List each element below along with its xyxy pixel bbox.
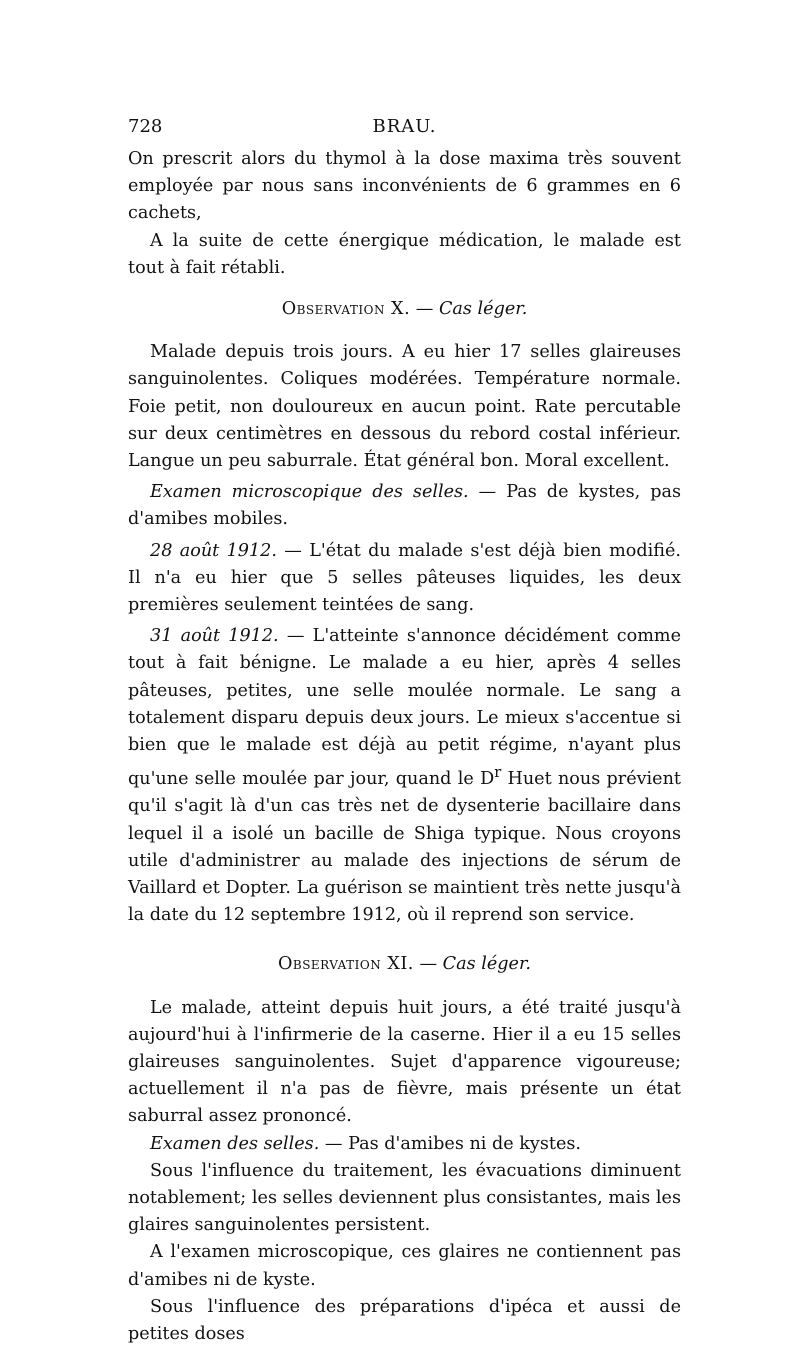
paragraph: A la suite de cette énergique médication, le malade est tout à fait rétabli.: [128, 230, 681, 278]
title-dash: —: [410, 299, 439, 320]
observation-subtitle: Cas léger.: [442, 954, 532, 975]
exam-label: Examen des selles.: [150, 1133, 320, 1154]
paragraph: A l'examen microscopique, ces glaires ne contiennent pas d'amibes ni de kyste.: [128, 1242, 681, 1290]
date-label: 28 août 1912.: [150, 540, 277, 561]
page-body: [128, 146, 681, 1348]
date-text: — L'atteinte s'annonce décidément comme tout à fait bénigne. Le malade a eu hier, après 4 selles pâteuses, petites, une selle moulée normale. Le sang a totalement disparu depuis deux jours. Le mieux s'accentue si bien que le malade est déjà au petit régime, n'ayant plus qu'une selle moulée par jour, quand le D: [128, 626, 681, 790]
paragraph: [128, 538, 681, 620]
paragraph: On prescrit alors du thymol à la dose maxima très souvent employée par nous sans inconvénients de 6 grammes en 6 cachets,: [128, 149, 681, 224]
paragraph: [128, 623, 681, 929]
paragraph: Sous l'influence des préparations d'ipéca et aussi de petites doses: [128, 1296, 681, 1344]
exam-label: Examen microscopique des selles.: [150, 482, 469, 503]
running-title: BRAU.: [372, 116, 437, 137]
date-label: 31 août 1912.: [150, 626, 279, 647]
observation-title: [128, 296, 681, 323]
page-header: [128, 116, 681, 140]
date-text: — L'état du malade s'est déjà bien modifié. Il n'a eu hier que 5 selles pâteuses liquides, les deux premières seulement teintées de sang.: [128, 540, 681, 616]
page-number: 728: [128, 116, 163, 137]
superscript: r: [494, 764, 502, 782]
observation-number: Observation X.: [281, 299, 411, 320]
title-dash: —: [413, 954, 443, 975]
date-text-continued: Huet nous prévient qu'il s'agit là d'un cas très net de dysenterie bacillaire dans lequel il a isolé un bacille de Shiga typique. Nous croyons utile d'administrer au malade des injections de sérum de Vaillard et Dopter. La guérison se maintient très nette jusqu'à la date du 12 septembre 1912, où il reprend son service.: [128, 769, 681, 926]
paragraph: [128, 479, 681, 533]
observation-title: [128, 951, 681, 978]
paragraph: Sous l'influence du traitement, les évacuations diminuent notablement; les selles deviennent plus consistantes, mais les glaires sanguinolentes persistent.: [128, 1160, 681, 1236]
exam-text: — Pas d'amibes ni de kystes.: [319, 1133, 581, 1154]
paragraph: [128, 1131, 681, 1158]
exam-text: — Pas de kystes, pas d'amibes mobiles.: [128, 482, 681, 530]
observation-number: Observation XI.: [277, 954, 414, 975]
observation-subtitle: Cas léger.: [438, 299, 528, 320]
paragraph: Malade depuis trois jours. A eu hier 17 selles glaireuses sanguinolentes. Coliques modérées. Température normale. Foie petit, non douloureux en aucun point. Rate percutable sur deux centimètres en dessous du rebord costal inférieur. Langue un peu saburrale. État général bon. Moral excellent.: [128, 342, 681, 472]
paragraph: Le malade, atteint depuis huit jours, a été traité jusqu'à aujourd'hui à l'infirmerie de la caserne. Hier il a eu 15 selles glaireuses sanguinolentes. Sujet d'apparence vigoureuse; actuellement il n'a pas de fièvre, mais présente un état saburral assez prononcé.: [128, 997, 681, 1127]
